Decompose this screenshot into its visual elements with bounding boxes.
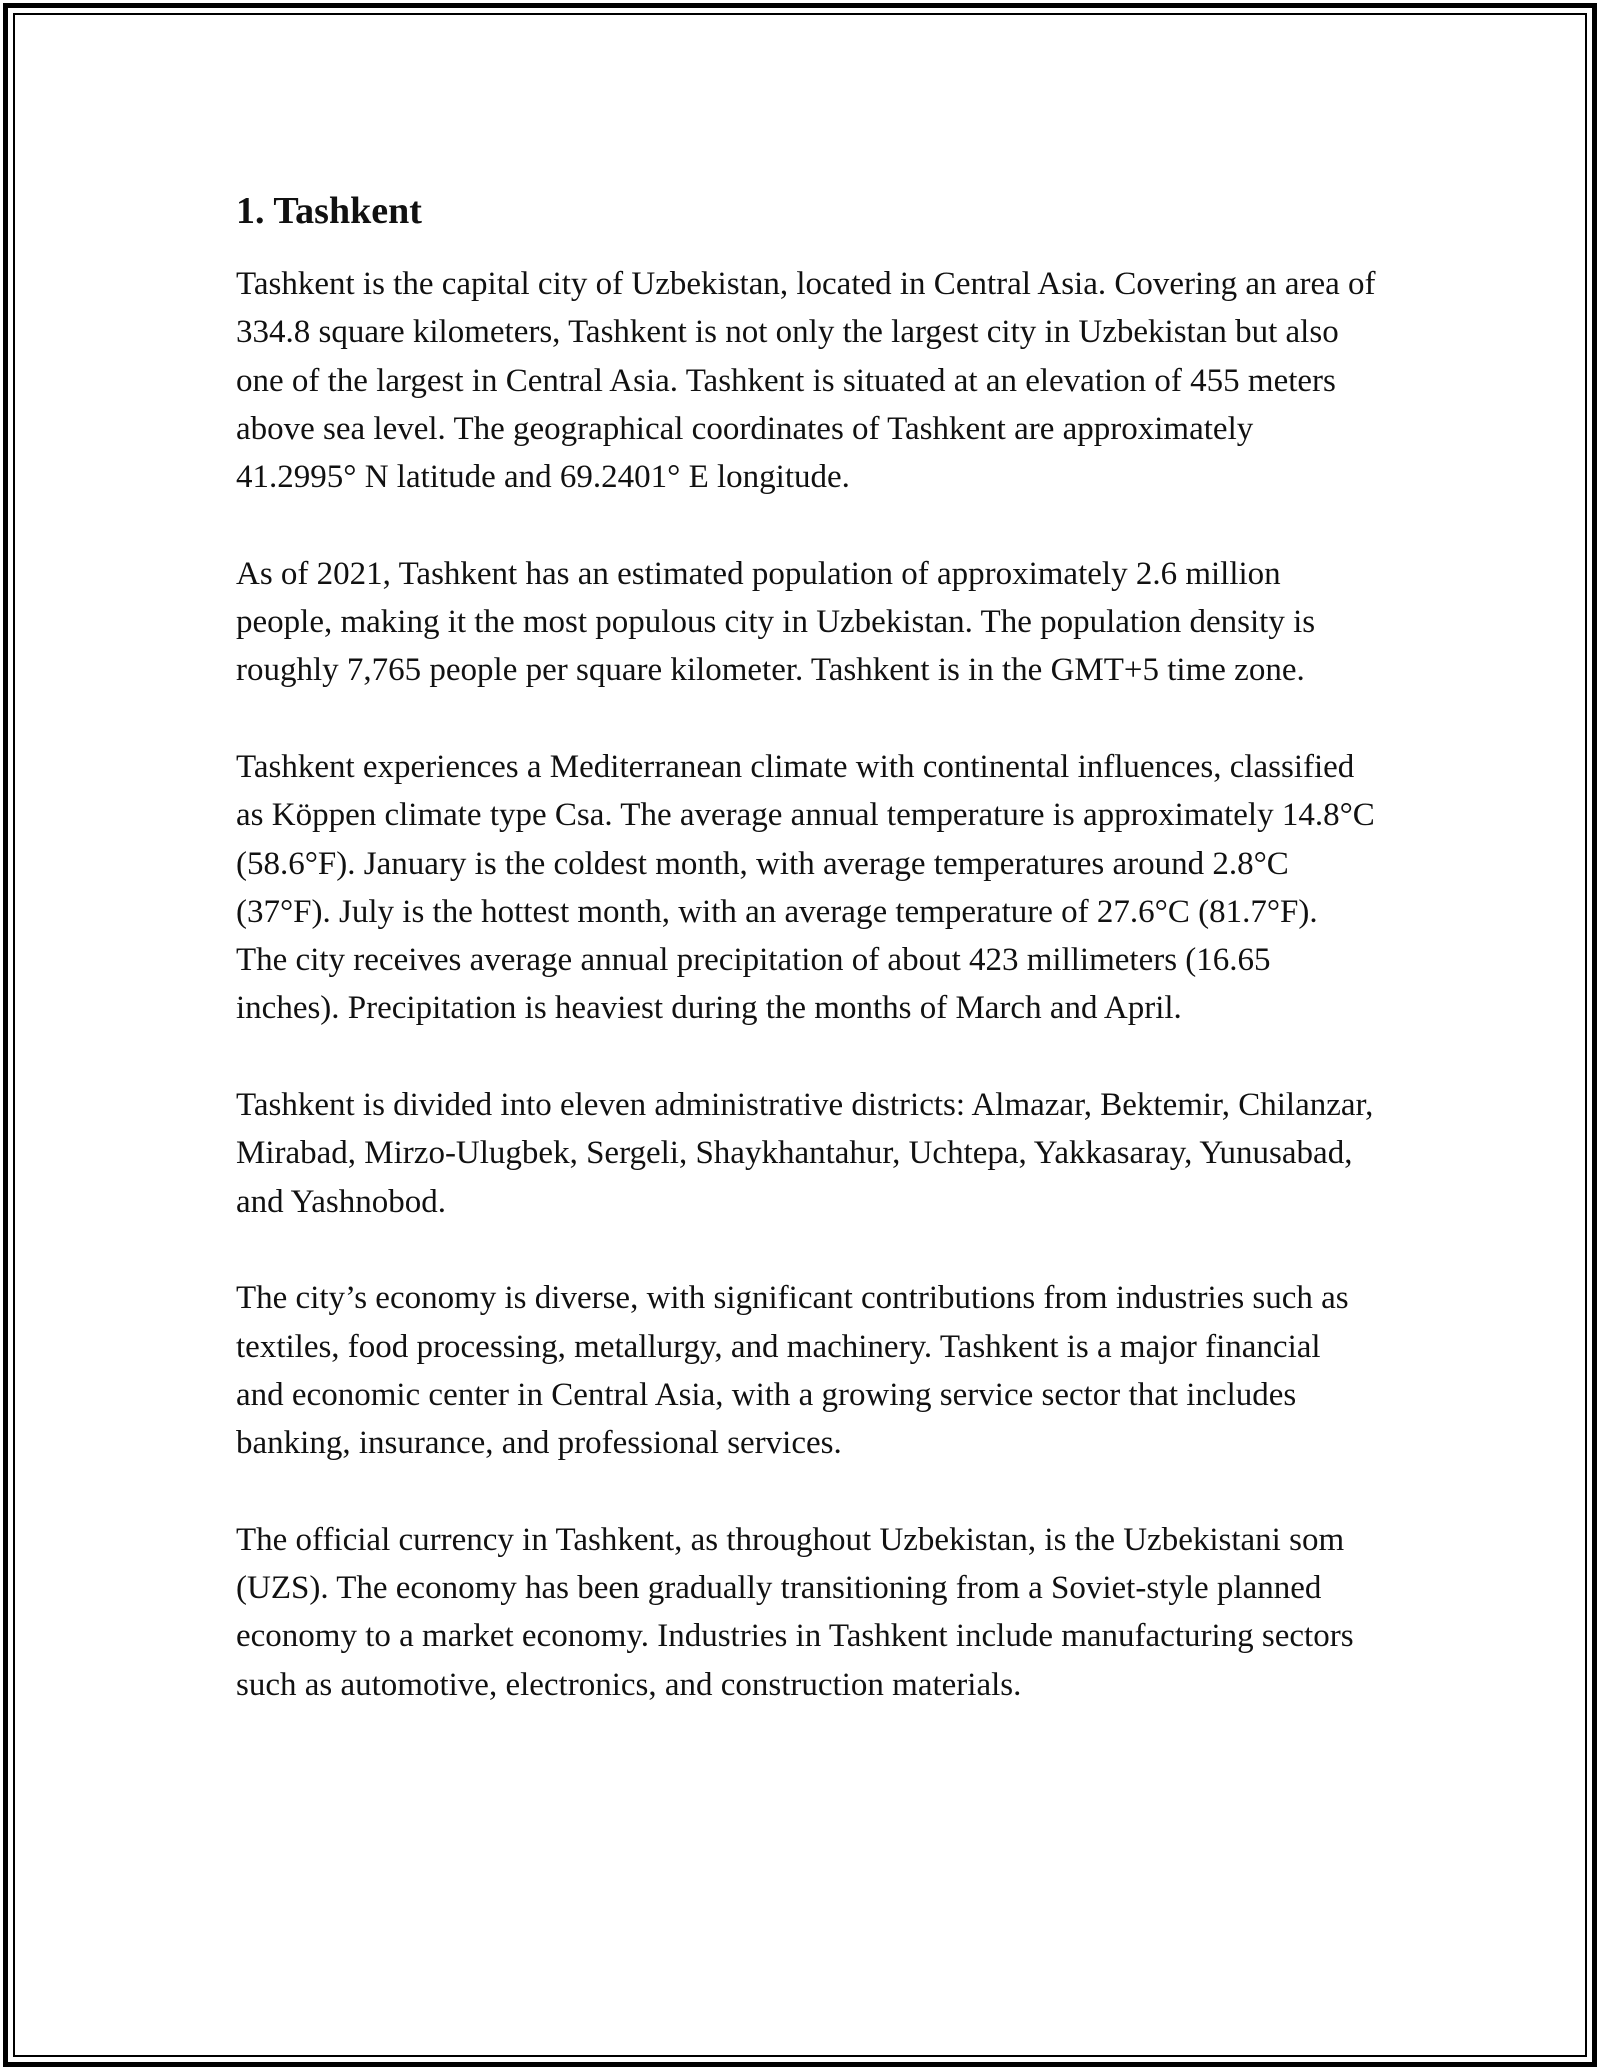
section-heading: 1. Tashkent bbox=[236, 190, 422, 232]
paragraph-economy: The city’s economy is diverse, with significant contributions from industries such as textiles, food processing, metallurgy, and machinery. Tashkent is a major financial and economic center in Central Asia, with a growing service sector that includes banking, insurance, and professional services. bbox=[236, 1280, 1349, 1462]
paragraph-districts: Tashkent is divided into eleven administrative districts: Almazar, Bektemir, Chilanzar, Mirabad, Mirzo-Ulugbek, Sergeli, Shaykhantahur, Uchtepa, Yakkasaray, Yunusabad, and Yashnobod. bbox=[236, 1087, 1374, 1220]
paragraph-currency: The official currency in Tashkent, as throughout Uzbekistan, is the Uzbekistani som (UZS). The economy has been gradually transitioning from a Soviet-style planned economy to a market economy. Industries in Tashkent include manufacturing sectors such as automotive, electronics, and construction materials. bbox=[236, 1521, 1354, 1703]
document-body bbox=[236, 186, 1376, 1757]
paragraph-climate: Tashkent experiences a Mediterranean climate with continental influences, classified as Köppen climate type Csa. The average annual temperature is approximately 14.8°C (58.6°F). January is the coldest month, with average temperatures around 2.8°C (37°F). July is the hottest month, with an average temperature of 27.6°C (81.7°F). The city receives average annual precipitation of about 423 millimeters (16.65 inches). Precipitation is heaviest during the months of March and April. bbox=[236, 748, 1375, 1027]
paragraph-overview: Tashkent is the capital city of Uzbekistan, located in Central Asia. Covering an area of 334.8 square kilometers, Tashkent is not only the largest city in Uzbekistan but also one of the largest in Central Asia. Tashkent is situated at an elevation of 455 meters above sea level. The geographical coordinates of Tashkent are approximately 41.2995° N latitude and 69.2401° E longitude. bbox=[236, 266, 1376, 496]
paragraph-population: As of 2021, Tashkent has an estimated population of approximately 2.6 million people, making it the most populous city in Uzbekistan. The population density is roughly 7,765 people per square kilometer. Tashkent is in the GMT+5 time zone. bbox=[236, 555, 1316, 689]
